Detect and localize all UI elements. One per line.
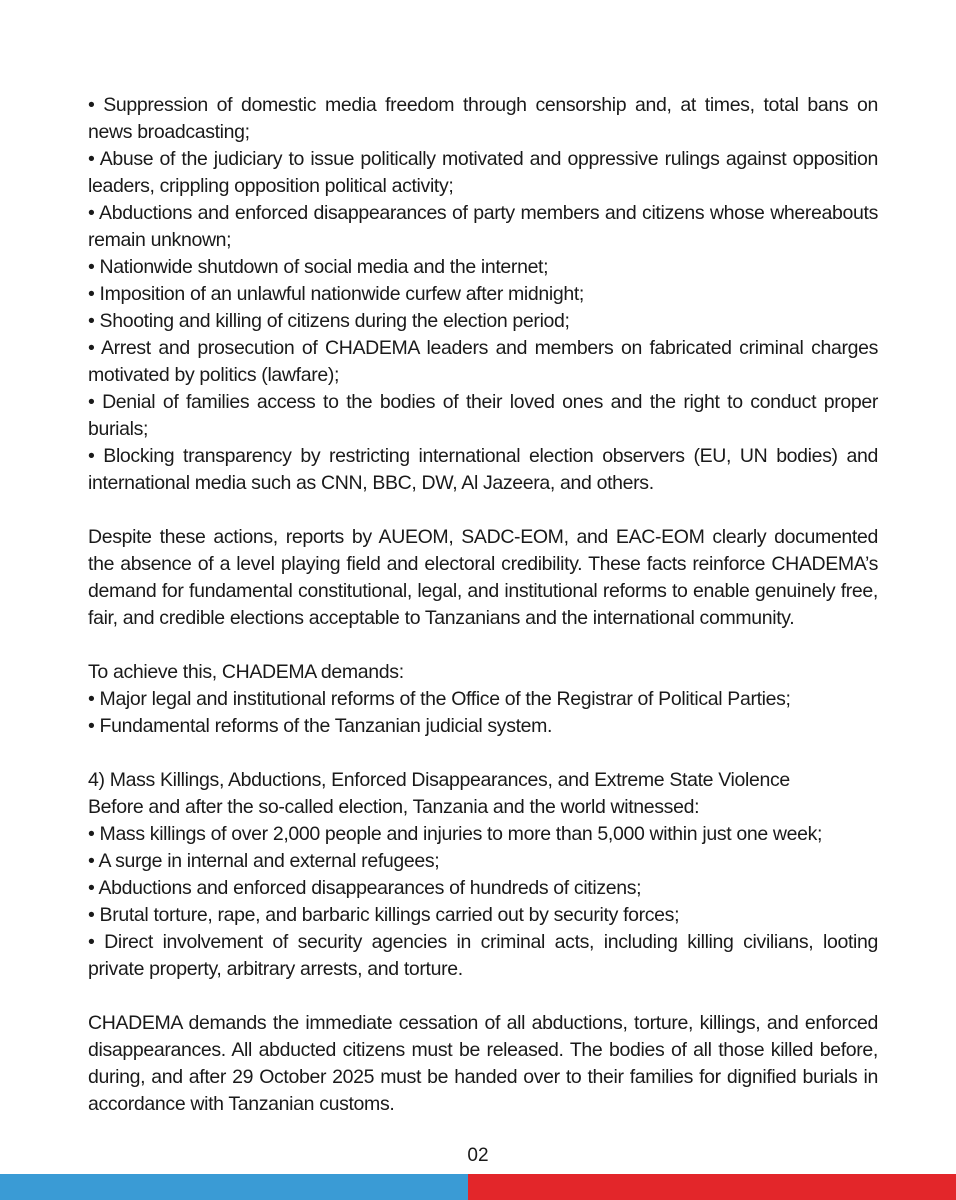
- list-item: • Abductions and enforced disappearances of party members and citizens whose whereabouts remain unknown;: [88, 202, 878, 251]
- list-item: • Nationwide shutdown of social media and the internet;: [88, 256, 549, 278]
- page-number: 02: [467, 1145, 489, 1166]
- list-item: • Shooting and killing of citizens during the election period;: [88, 310, 570, 332]
- section-4-heading: 4) Mass Killings, Abductions, Enforced Disappearances, and Extreme State Violence: [88, 769, 790, 791]
- demands-section: [88, 659, 878, 740]
- list-item: • Brutal torture, rape, and barbaric killings carried out by security forces;: [88, 904, 680, 926]
- footer-color-bar: [0, 1174, 956, 1200]
- list-item: • Blocking transparency by restricting international election observers (EU, UN bodies) and international media such as CNN, BBC, DW, Al Jazeera, and others.: [88, 445, 878, 494]
- violations-list: [88, 92, 878, 497]
- closing-paragraph: CHADEMA demands the immediate cessation of all abductions, torture, killings, and enforced disappearances. All abducted citizens must be released. The bodies of all those killed before, during, and after 29 October 2025 must be handed over to their families for dignified burials in accordance with Tanzanian customs.: [88, 1012, 878, 1115]
- footer-bar-blue: [0, 1174, 468, 1200]
- list-item: • Fundamental reforms of the Tanzanian judicial system.: [88, 715, 553, 737]
- list-item: • Imposition of an unlawful nationwide curfew after midnight;: [88, 283, 585, 305]
- list-item: • Abductions and enforced disappearances of hundreds of citizens;: [88, 877, 642, 899]
- list-item: • Abuse of the judiciary to issue politically motivated and oppressive rulings against opposition leaders, crippling opposition political activity;: [88, 148, 878, 197]
- footer-bar-red: [468, 1174, 956, 1200]
- list-item: • Suppression of domestic media freedom through censorship and, at times, total bans on news broadcasting;: [88, 94, 878, 143]
- section-4: [88, 767, 878, 983]
- spacer: [88, 497, 878, 524]
- demands-intro: To achieve this, CHADEMA demands:: [88, 661, 404, 683]
- spacer: [88, 983, 878, 1010]
- list-item: • Major legal and institutional reforms of the Office of the Registrar of Political Parties;: [88, 688, 791, 710]
- list-item: • Mass killings of over 2,000 people and injuries to more than 5,000 within just one week;: [88, 823, 823, 845]
- list-item: • Direct involvement of security agencies in criminal acts, including killing civilians, looting private property, arbitrary arrests, and torture.: [88, 931, 878, 980]
- spacer: [88, 740, 878, 767]
- list-item: • Arrest and prosecution of CHADEMA leaders and members on fabricated criminal charges motivated by politics (lawfare);: [88, 337, 878, 386]
- section-4-intro: Before and after the so-called election, Tanzania and the world witnessed:: [88, 796, 700, 818]
- list-item: • A surge in internal and external refugees;: [88, 850, 440, 872]
- page-body: [88, 92, 878, 1118]
- observer-reports-paragraph: Despite these actions, reports by AUEOM, SADC-EOM, and EAC-EOM clearly documented the absence of a level playing field and electoral credibility. These facts reinforce CHADEMA’s demand for fundamental constitutional, legal, and institutional reforms to enable genuinely free, fair, and credible elections acceptable to Tanzanians and the international community.: [88, 526, 878, 629]
- list-item: • Denial of families access to the bodies of their loved ones and the right to conduct proper burials;: [88, 391, 878, 440]
- spacer: [88, 632, 878, 659]
